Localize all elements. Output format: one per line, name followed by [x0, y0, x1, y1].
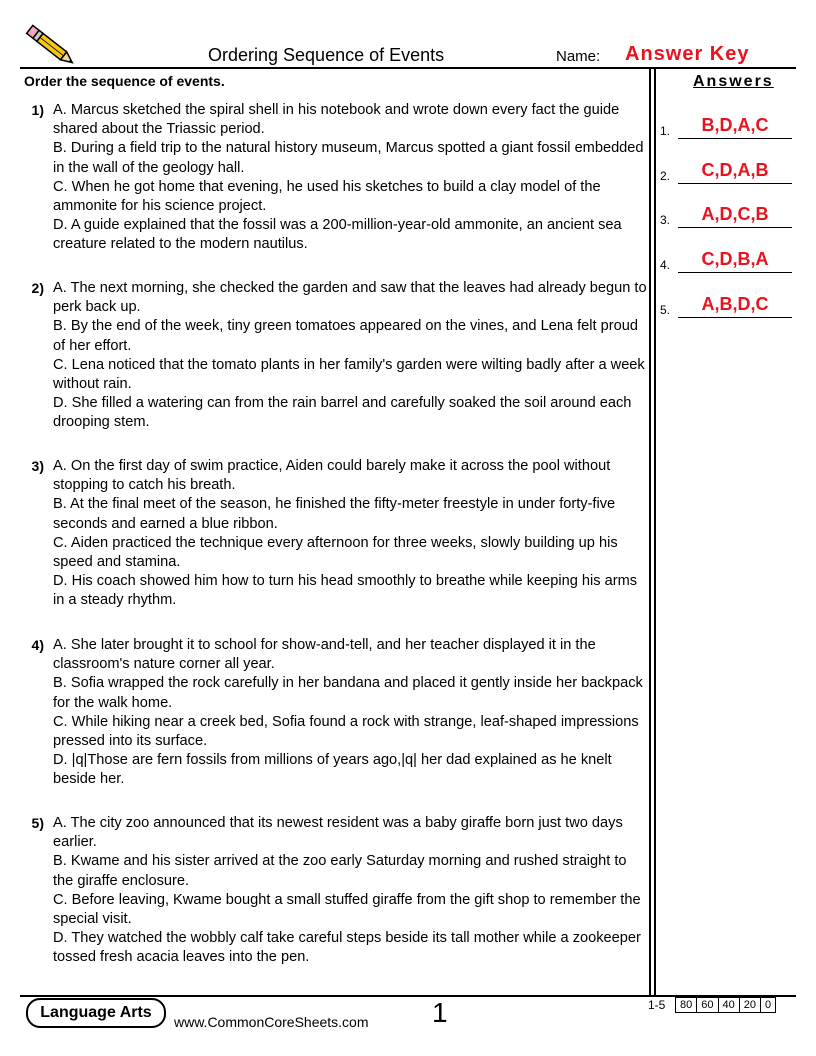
option-d: D. |q|Those are fern fossils from millions of years ago,|q| her dad explained as he knelt beside her. [53, 752, 612, 788]
option-d: D. His coach showed him how to turn his head smoothly to breathe while keeping his arms in a steady rhythm. [53, 573, 638, 609]
answer-number: 4. [660, 258, 671, 272]
option-d: D. A guide explained that the fossil was a 200-million-year-old ammonite, an ancient sea creature related to the modern nautilus. [53, 217, 622, 253]
option-a: A. On the first day of swim practice, Aiden could barely make it across the pool without stopping to catch his breath. [53, 458, 611, 494]
column-divider [654, 67, 656, 995]
question-number: 1) [31, 102, 44, 118]
option-c: C. Aiden practiced the technique every afternoon for three weeks, slowly building up his speed and stamina. [53, 534, 618, 571]
answer-2 [660, 160, 792, 184]
answer-value: B,D,A,C [701, 115, 769, 135]
score-cell: 80 [676, 998, 697, 1013]
pencil-icon [20, 22, 82, 70]
question-number: 2) [31, 280, 44, 296]
answer-4 [660, 249, 792, 273]
answer-line [678, 317, 792, 318]
score-cell: 40 [718, 998, 739, 1013]
option-d: D. They watched the wobbly calf take careful steps beside its tall mother while a zookeeper tossed fresh acacia leaves into the pen. [53, 930, 641, 966]
header-divider [20, 67, 796, 69]
score-cell: 20 [739, 998, 760, 1013]
score-cell: 0 [761, 998, 776, 1013]
question-number: 4) [31, 637, 44, 653]
question-number: 3) [31, 458, 44, 474]
answer-3 [660, 204, 792, 228]
option-c: C. Before leaving, Kwame bought a small stuffed giraffe from the gift shop to remember the special visit. [53, 891, 641, 928]
option-b: B. Kwame and his sister arrived at the zoo early Saturday morning and rushed straight to the giraffe enclosure. [53, 853, 627, 889]
option-b: B. At the final meet of the season, he finished the fifty-meter freestyle in under forty-five seconds and earned a blue ribbon. [53, 496, 616, 532]
answer-value: A,B,D,C [701, 294, 769, 314]
option-c: C. Lena noticed that the tomato plants in her family's garden were wilting badly after a week without rain. [53, 356, 645, 393]
option-c: C. When he got home that evening, he used his sketches to build a clay model of the ammonite for his science project. [53, 178, 601, 215]
option-b: B. Sofia wrapped the rock carefully in her bandana and placed it gently inside her backpack for the walk home. [53, 675, 643, 711]
answer-5 [660, 294, 792, 318]
page-number: 1 [432, 997, 448, 1028]
name-label: Name: [556, 48, 601, 65]
option-a: A. Marcus sketched the spiral shell in his notebook and wrote down every fact the guide shared about the Triassic period. [53, 102, 620, 138]
answer-line [678, 272, 792, 273]
option-b: B. By the end of the week, tiny green tomatoes appeared on the vines, and Lena felt proud of her effort. [53, 318, 638, 354]
answer-value: C,D,A,B [701, 160, 769, 180]
answer-key-label: Answer Key [625, 43, 750, 65]
answer-1 [660, 115, 792, 139]
instructions: Order the sequence of events. [24, 73, 225, 89]
answer-value: A,D,C,B [701, 204, 769, 224]
option-b: B. During a field trip to the natural history museum, Marcus spotted a giant fossil embedded in the wall of the geology hall. [53, 140, 644, 176]
option-a: A. She later brought it to school for show-and-tell, and her teacher displayed it in the classroom's nature corner all year. [53, 637, 596, 673]
answer-line [678, 183, 792, 184]
option-a: A. The next morning, she checked the garden and saw that the leaves had already begun to perk back up. [53, 280, 647, 316]
answer-number: 5. [660, 303, 671, 317]
worksheet-title: Ordering Sequence of Events [208, 45, 445, 65]
answer-number: 2. [660, 169, 671, 183]
subject-badge: Language Arts [26, 998, 166, 1028]
score-cell: 60 [697, 998, 718, 1013]
option-c: C. While hiking near a creek bed, Sofia found a rock with strange, leaf-shaped impressions pressed into its surface. [53, 713, 639, 750]
score-range-label: 1-5 [648, 998, 666, 1012]
option-a: A. The city zoo announced that its newest resident was a baby giraffe born just two days earlier. [53, 815, 623, 851]
option-d: D. She filled a watering can from the rain barrel and carefully soaked the soil around each drooping stem. [53, 395, 632, 431]
answers-heading: Answers [693, 73, 774, 90]
answer-line [678, 138, 792, 139]
score-table [675, 997, 776, 1013]
answer-number: 3. [660, 213, 671, 227]
answer-value: C,D,B,A [701, 249, 769, 269]
question-number: 5) [31, 815, 44, 831]
website-link[interactable]: www.CommonCoreSheets.com [174, 1014, 369, 1030]
answer-line [678, 227, 792, 228]
answer-number: 1. [660, 124, 671, 138]
column-divider [649, 67, 651, 995]
